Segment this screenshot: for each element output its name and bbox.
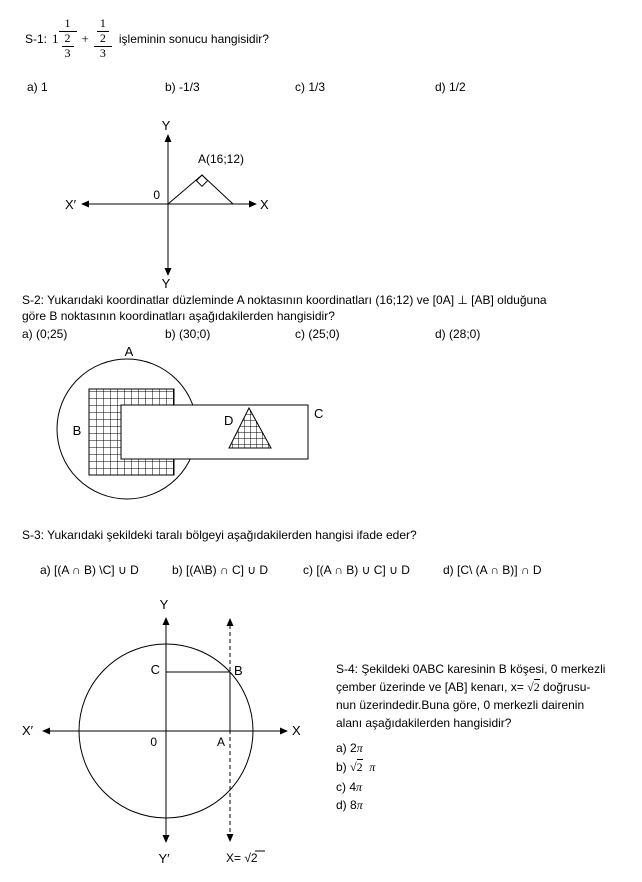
right-angle-mark-icon — [196, 175, 207, 186]
fig2-label-A: A — [124, 344, 134, 359]
q1-frac2-num-den: 2 — [97, 31, 109, 46]
q4-line-2-post: doğrusu- — [539, 680, 591, 694]
q3-options — [0, 563, 642, 579]
fig1-x-right-label: X — [260, 197, 269, 212]
q1-frac2-nested — [97, 17, 109, 46]
x-axis-left-arrow-icon — [42, 728, 50, 735]
q1-fraction-2 — [94, 17, 112, 60]
q1-frac1-den-num: 2 — [64, 31, 71, 46]
fig2-label-C: C — [314, 406, 324, 421]
q1-mixed-whole: 1 — [52, 31, 59, 46]
q1-option-d: d) 1/2 — [435, 80, 466, 94]
dashed-line-down-arrow-icon — [227, 834, 234, 842]
q4-option-d-text: d) 8 — [336, 798, 357, 812]
dashed-line-up-arrow-icon — [227, 618, 234, 626]
question-4-text — [336, 660, 636, 732]
q2-line-1: S-2: Yukarıdaki koordinatlar düzleminde A noktasının koordinatları (16;12) ve [0A] ⊥ [AB] olduğuna — [22, 293, 547, 307]
figure-coordinate-plane-q2 — [60, 115, 280, 290]
q1-frac1-numerator: 1 — [64, 16, 71, 31]
q1-option-c: c) 1/3 — [295, 80, 326, 94]
q2-line-2: göre B noktasının koordinatları aşağıdakilerden hangisidir? — [22, 309, 335, 323]
q1-frac1-denominator — [59, 31, 77, 61]
set-C-rectangle — [121, 405, 308, 459]
triangle-0AB — [168, 175, 233, 204]
q4-line-4: alanı aşağıdakilerden hangisidir? — [336, 716, 512, 730]
fig3-x-right-label: X — [292, 723, 301, 738]
q4-line-3: nun üzerindedir.Buna göre, 0 merkezli dairenin — [336, 698, 585, 712]
fig1-origin-label: 0 — [153, 188, 160, 202]
q4-option-c-pi: π — [356, 780, 363, 794]
figure-circle-square-q4 — [10, 595, 320, 880]
figure-set-diagram-q3 — [40, 342, 340, 517]
fig1-x-left-label: X′ — [65, 197, 77, 212]
fig3-label-C: C — [150, 662, 160, 677]
q1-frac1-nested — [62, 32, 74, 61]
q4-line-2-pre: çember üzerinde ve [AB] kenarı, x= — [336, 680, 528, 694]
question-1-number: S-1: — [25, 32, 48, 46]
fig3-label-A: A — [216, 735, 226, 749]
q4-option-c-text: c) 4 — [336, 780, 357, 794]
fig1-y-bottom-label: Y — [161, 276, 171, 290]
q2-option-d: d) (28;0) — [435, 327, 481, 341]
q4-option-d — [336, 798, 375, 816]
q4-option-a-text: a) 2 — [336, 741, 357, 755]
q4-option-b-pi: π — [369, 760, 376, 774]
y-axis-up-arrow-icon — [165, 134, 172, 142]
fig2-label-D: D — [224, 413, 234, 428]
q1-option-a: a) 1 — [27, 80, 48, 94]
q3-option-a: a) [(A ∩ B) \C] ∪ D — [40, 563, 139, 577]
fig2-label-B: B — [72, 423, 82, 438]
q4-line-2-radicand: 2 — [533, 680, 540, 694]
fig1-y-top-label: Y — [161, 118, 171, 133]
y-axis-down-arrow-icon — [165, 268, 172, 276]
q2-option-b: b) (30;0) — [165, 327, 211, 341]
fig3-line-label: X= √2 — [226, 851, 258, 865]
q4-option-b-radicand: 2 — [356, 760, 363, 774]
q4-option-c — [336, 780, 375, 798]
q4-option-a — [336, 741, 375, 760]
fig3-label-B: B — [234, 663, 243, 678]
q4-options — [336, 741, 375, 816]
q4-line-1: S-4: Şekildeki 0ABC karesinin B köşesi, 0 merkezli — [336, 662, 606, 676]
fig3-y-top-label: Y — [159, 597, 169, 612]
fig3-x-left-label: X′ — [22, 723, 34, 738]
q2-option-a: a) (0;25) — [22, 327, 68, 341]
q1-frac2-numerator — [94, 17, 112, 46]
q1-fraction-1 — [59, 17, 77, 60]
q1-frac2-num-num: 1 — [99, 16, 106, 31]
fig3-y-bottom-label: Y′ — [158, 851, 170, 866]
q2-option-c: c) (25;0) — [295, 327, 340, 341]
x-axis-left-arrow-icon — [81, 201, 89, 208]
q3-option-c: c) [(A ∩ B) ∪ C] ∪ D — [303, 563, 410, 577]
q4-option-b — [336, 760, 375, 780]
q4-option-a-pi: π — [356, 741, 363, 755]
q2-options — [0, 327, 642, 343]
q3-option-b: b) [(A\B) ∩ C] ∪ D — [172, 563, 269, 577]
q4-option-d-pi: π — [356, 798, 363, 812]
y-axis-up-arrow-icon — [163, 617, 170, 625]
q3-option-d: d) [C\ (A ∩ B)] ∩ D — [443, 563, 542, 577]
question-3-text: S-3: Yukarıdaki şekildeki taralı bölgeyi aşağıdakilerden hangisi ifade eder? — [22, 528, 417, 542]
fig3-origin-label: 0 — [150, 735, 157, 749]
sqrt-icon: √ — [350, 760, 357, 774]
q4-line-2 — [336, 678, 636, 696]
q1-option-b: b) -1/3 — [165, 80, 200, 94]
sqrt-icon: √ — [527, 680, 534, 694]
q1-frac2-denominator: 3 — [94, 46, 112, 61]
x-axis-right-arrow-icon — [280, 728, 288, 735]
fig1-point-A-label: A(16;12) — [198, 152, 245, 166]
q1-question-text: işleminin sonucu hangisidir? — [118, 32, 269, 46]
x-axis-right-arrow-icon — [249, 201, 257, 208]
q1-operator: + — [81, 31, 89, 46]
q4-option-b-text: b) — [336, 760, 351, 774]
question-2-text — [22, 292, 547, 324]
question-1-expression — [25, 2, 269, 76]
q1-options — [0, 80, 642, 96]
q1-frac1-den-den: 3 — [62, 46, 74, 61]
y-axis-down-arrow-icon — [163, 835, 170, 843]
